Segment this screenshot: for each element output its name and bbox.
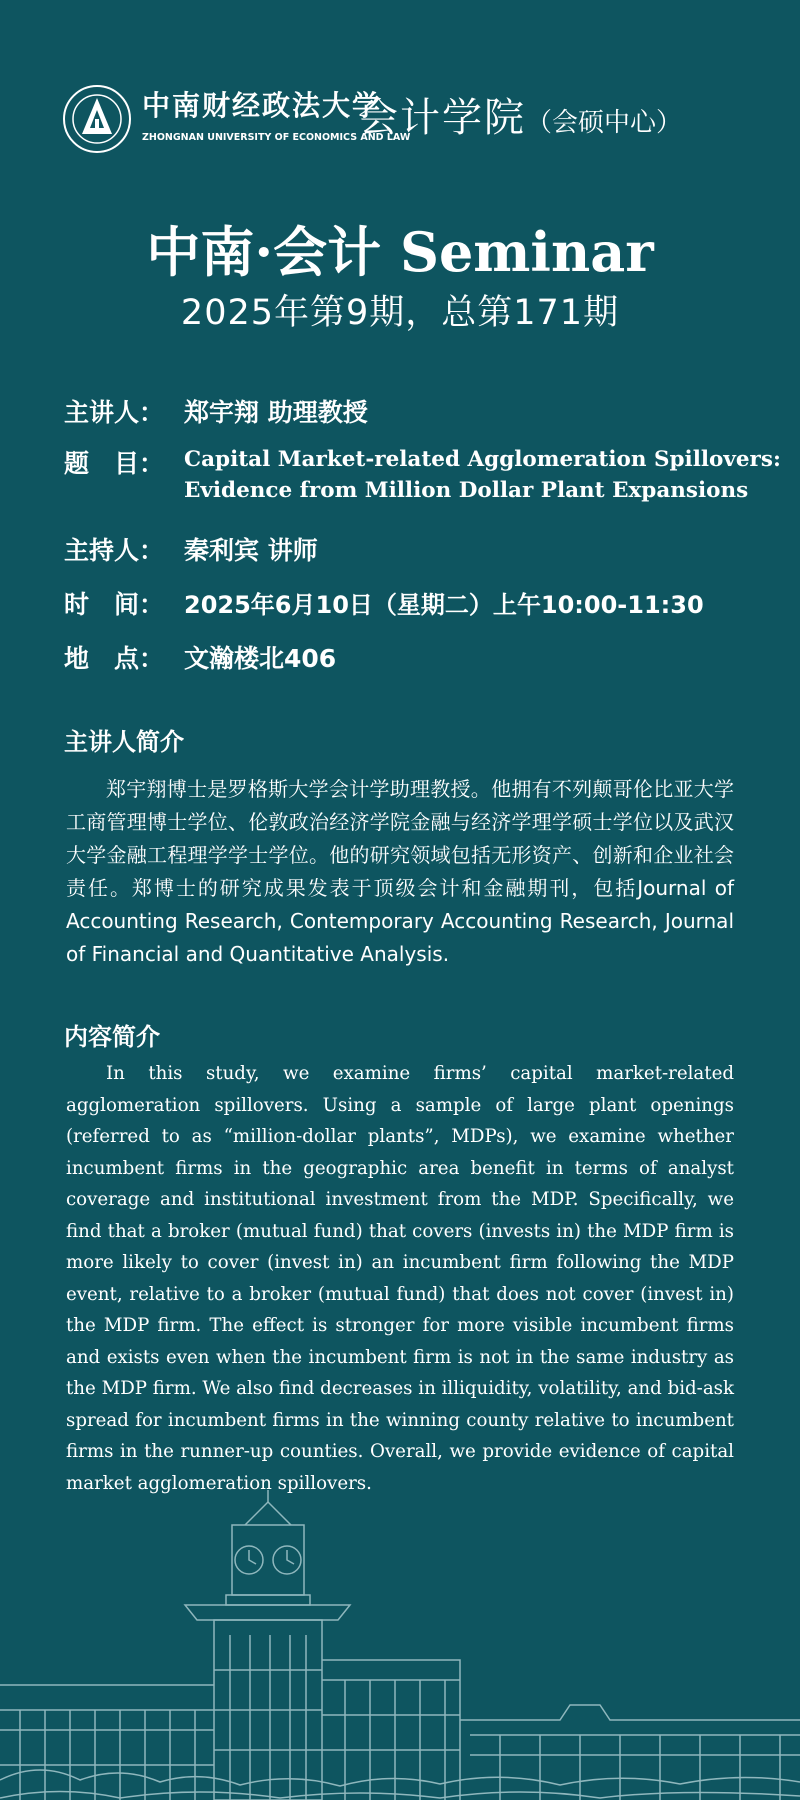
place-label: 地 点：	[64, 644, 165, 673]
header	[62, 80, 762, 160]
time-value: 2025年6月10日（星期二）上午10:00-11:30	[184, 591, 704, 619]
university-logo	[62, 84, 132, 154]
abstract-heading: 内容简介	[64, 1023, 160, 1051]
abstract-text: In this study, we examine firms’ capital market-related agglomeration spillovers. Using a sample of large plant openings (referred to as “million-dollar plants”, MDPs), we examine whether incumbent firms in the geographic area benefit in terms of analyst coverage and institutional investment from the MDP. Specifically, we find that a broker (mutual fund) that covers (invests in) the MDP firm is more likely to cover (invest in) an incumbent firm following the MDP event, relative to a broker (mutual fund) that does not cover (invest in) the MDP firm. The effect is stronger for more visible incumbent firms and exists even when the incumbent firm is not in the same industry as the MDP firm. We also find decreases in illiquidity, volatility, and bid-ask spread for incumbent firms in the winning county relative to incumbent firms in the runner-up counties. Overall, we provide evidence of capital market agglomeration spillovers.	[66, 1063, 735, 1494]
speaker-label: 主讲人：	[64, 398, 165, 427]
issue-number: 2025年第9期，总第171期	[180, 293, 620, 333]
university-name-cn: 中南财经政法大学	[142, 89, 383, 122]
host-label: 主持人：	[64, 536, 165, 565]
seminar-title: 中南·会计 Seminar	[146, 220, 654, 284]
school-name-sub: （会硕中心）	[526, 108, 683, 138]
bio-heading: 主讲人简介	[64, 728, 184, 756]
time-label: 时 间：	[64, 590, 165, 619]
university-name-en: ZHONGNAN UNIVERSITY OF ECONOMICS AND LAW	[142, 132, 411, 143]
school-name	[358, 86, 682, 143]
topic-label: 题 目：	[64, 449, 165, 478]
bio-text: 郑宇翔博士是罗格斯大学会计学助理教授。他拥有不列颠哥伦比亚大学工商管理博士学位、伦敦政治经济学院金融与经济学理学硕士学位以及武汉大学金融工程理学学士学位。他的研究领域包括无形资产、创新和企业社会责任。郑博士的研究成果发表于顶级会计和金融期刊，包括Journal of Accounting Research, Contemporary Accounting Research, Journal of Financial and Quantitative Analysis.	[66, 777, 734, 966]
campus-building-illustration	[0, 1480, 800, 1800]
school-name-main: 会计学院	[358, 95, 526, 141]
speaker-value: 郑宇翔 助理教授	[184, 398, 368, 427]
topic-value: Capital Market-related Agglomeration Spillovers: Evidence from Million Dollar Plant Expansions	[184, 447, 781, 503]
place-value: 文瀚楼北406	[184, 644, 337, 673]
host-value: 秦利宾 讲师	[184, 536, 318, 565]
